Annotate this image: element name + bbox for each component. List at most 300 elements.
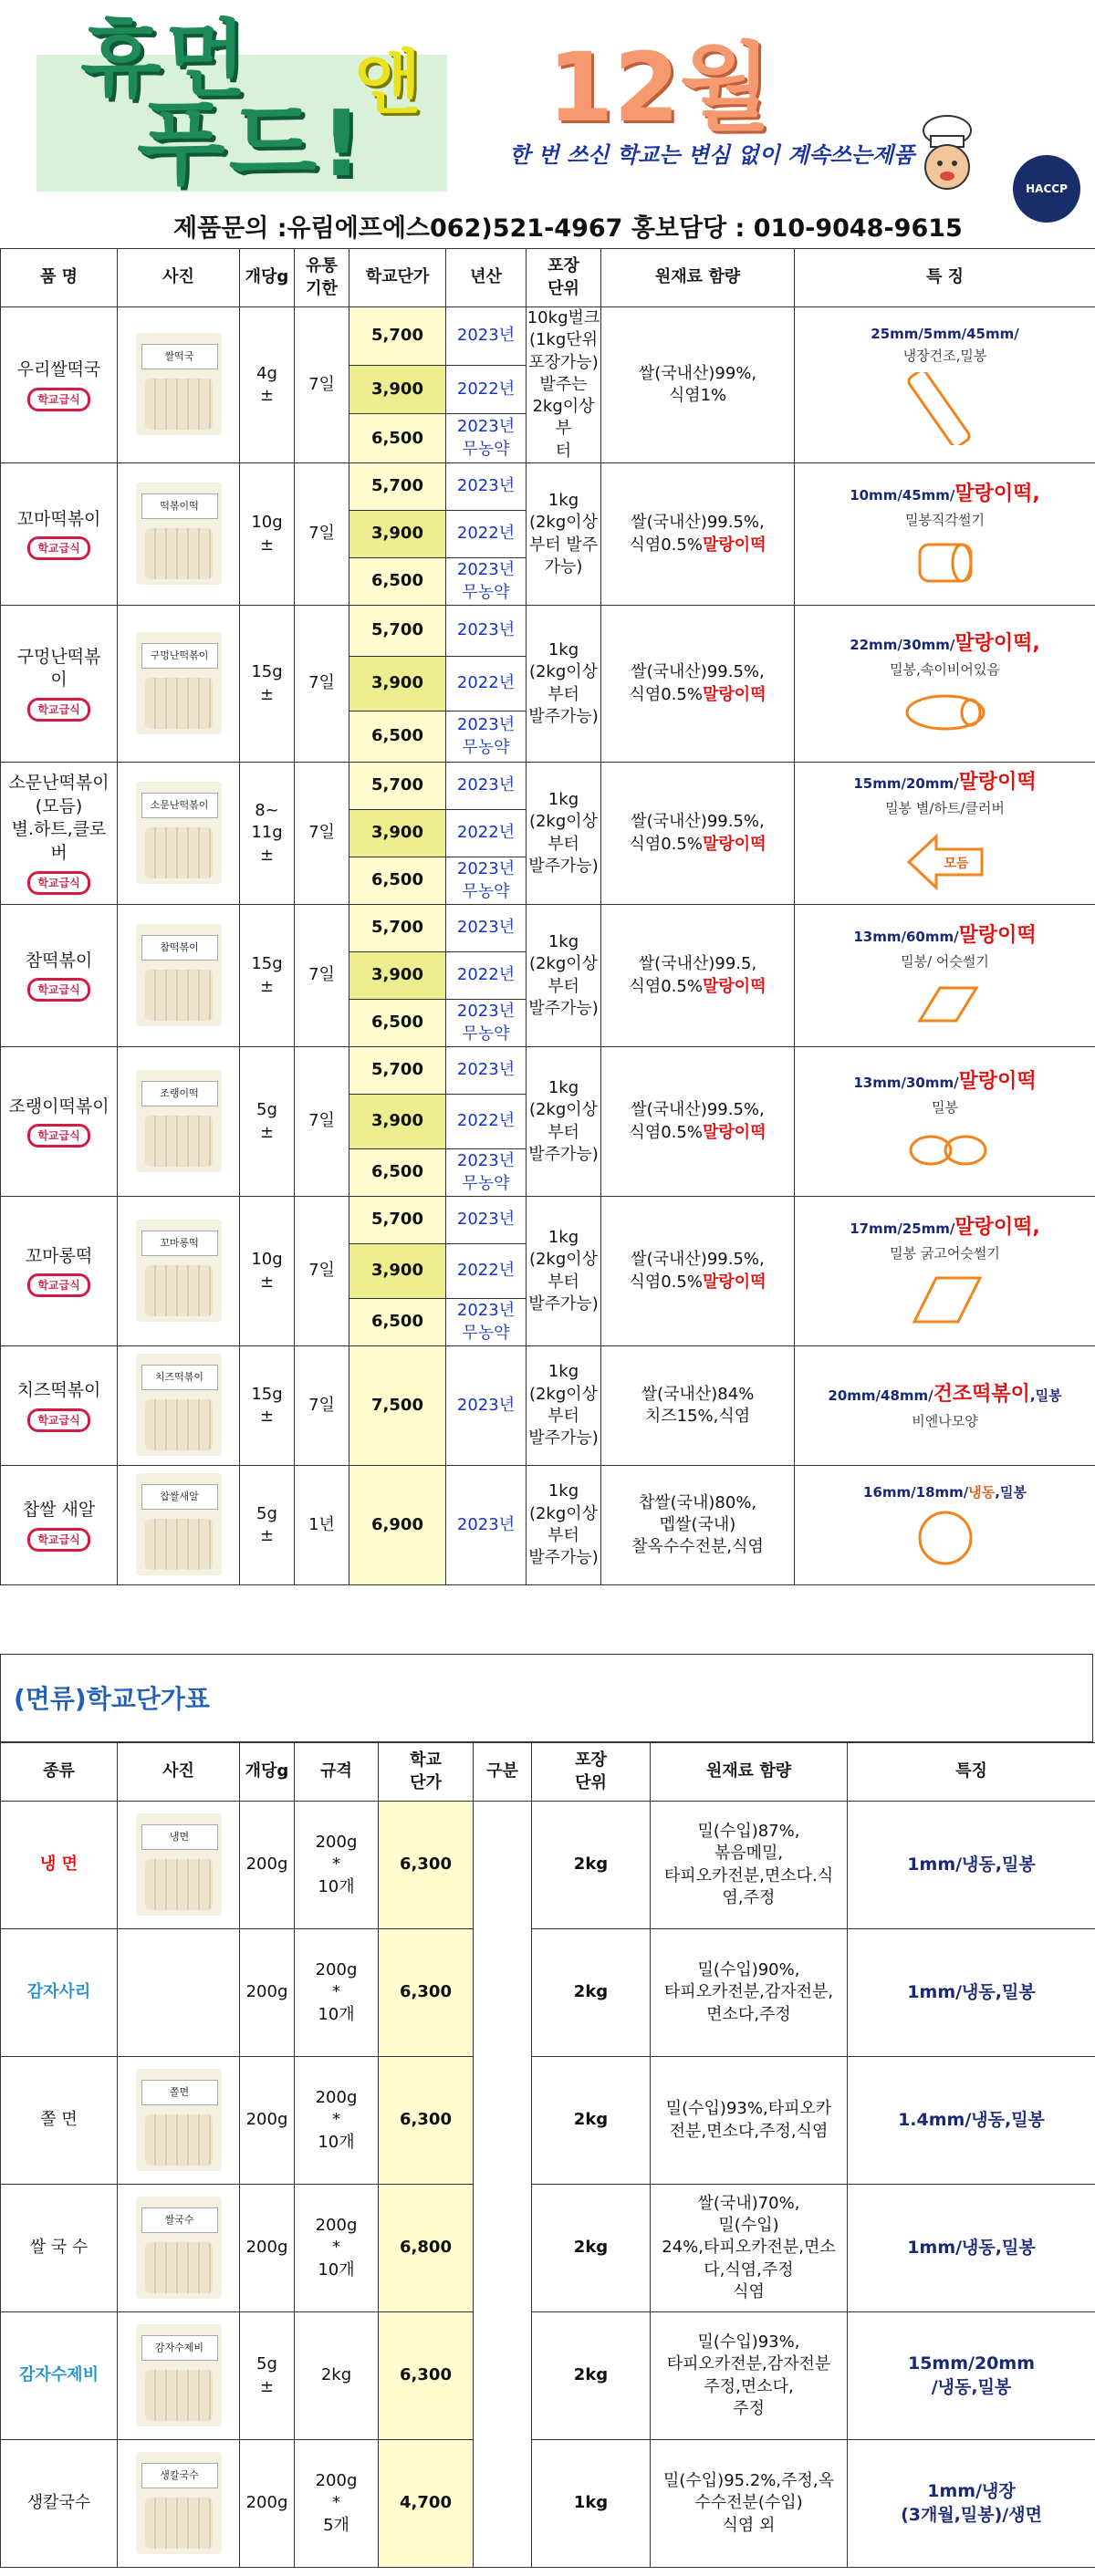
package-label: 구멍난떡볶이 [141,643,218,669]
price-cell: 3,900 [349,511,446,558]
table-row [1,1929,1095,2057]
feature-detail: 비엔나모양 [912,1412,978,1429]
ingredients-cell [601,763,795,905]
school-meal-badge: 학교급식 [27,1408,89,1432]
feature-line [795,1381,1095,1408]
harvest-year-cell: 2022년 [446,511,527,558]
harvest-year-cell: 2023년 [446,905,527,952]
noodle-name-cell: 감자사리 [1,1929,118,2057]
price-cell: 5,700 [349,307,446,366]
school-meal-badge: 학교급식 [27,388,89,411]
package-label: 쫄면 [141,2080,218,2105]
weight-cell: 10g ± [240,1197,295,1346]
product-name: 꼬마떡볶이 [16,508,101,529]
feature-cell: 1mm/냉동,밀봉 [848,2185,1095,2312]
feature-line [795,325,1095,343]
column-header: 특 징 [795,249,1095,307]
harvest-year-cell: 2023년 [446,1197,527,1244]
feature-cell [795,1047,1095,1197]
shape-diagram-icon [881,687,1009,738]
rice-cake-contents [145,1116,213,1167]
price-cell: 6,300 [379,2057,474,2185]
product-photo-cell [118,1047,240,1197]
school-meal-badge: 학교급식 [27,698,89,722]
package-unit-cell: 1kg (2kg이상 부터 발주가능) [527,1466,601,1585]
product-name-cell [1,763,118,905]
rice-cake-price-table [0,248,1095,1585]
product-photo-cell [118,1466,240,1585]
product-name-cell [1,1047,118,1197]
shape-diagram-icon [881,979,1009,1030]
slogan: 한 번 쓰신 학교는 변심 없이 계속쓰는제품 [509,142,915,168]
feature-line [795,1483,1095,1501]
noodle-photo [125,2317,233,2436]
feature-detail: 밀봉/ 어슷썰기 [901,953,989,971]
product-name: 찹쌀 새알 [22,1500,96,1521]
soft-rice-cake-note: 말랑이떡 [702,1272,766,1292]
column-header: 개당g [240,1743,295,1802]
product-photo-cell [118,1346,240,1466]
harvest-year-cell: 2022년 [446,952,527,1000]
ingredients-text: 쌀(국내산)84% 치즈15%,식염 [641,1384,755,1427]
product-photo-cell [118,606,240,763]
feature-highlight: 말랑이떡, [954,482,1040,505]
feature-size: 17mm/25mm/ [850,1220,955,1237]
product-photo [125,774,233,893]
noodle-name-cell: 생칼국수 [1,2440,118,2568]
soft-rice-cake-note: 말랑이떡 [702,976,766,996]
package-label: 조랭이떡 [141,1081,218,1106]
product-name: 치즈떡볶이 [16,1380,101,1401]
weight-cell: 15g ± [240,1346,295,1466]
product-name: 참떡볶이 [25,950,93,971]
product-name: 조랭이떡볶이 [8,1096,110,1117]
harvest-year-cell: 2023년 무농약 [446,414,527,463]
shelf-life-cell: 7일 [295,463,349,606]
price-cell: 6,500 [349,558,446,606]
rice-cake-contents [145,379,213,430]
price-cell: 6,300 [379,2312,474,2440]
column-header: 유통 기한 [295,249,349,307]
column-header: 원재료 함량 [651,1743,848,1802]
weight-cell: 200g [240,1802,295,1929]
price-cell: 3,900 [349,365,446,414]
feature-cell [795,1346,1095,1466]
column-header: 포장 단위 [527,249,601,307]
price-cell: 6,300 [379,1929,474,2057]
weight-cell: 4g ± [240,307,295,463]
school-meal-badge: 학교급식 [27,536,89,560]
rice-cake-contents [145,2114,213,2166]
weight-cell: 200g [240,1929,295,2057]
feature-detail: 밀봉,속이비어있음 [890,661,1000,679]
school-meal-badge: 학교급식 [27,1528,89,1552]
column-header: 사진 [118,249,240,307]
feature-size: 25mm/5mm/45mm/ [871,325,1019,342]
ingredients-cell [601,463,795,606]
soft-rice-cake-note: 말랑이떡 [702,535,766,555]
package-unit-cell: 2kg [532,2312,651,2440]
column-header: 품 명 [1,249,118,307]
shelf-life-cell: 7일 [295,307,349,463]
package-unit-cell: 1kg (2kg이상 부터 발주가능) [527,1047,601,1197]
price-cell: 5,700 [349,1197,446,1244]
ingredients-text: 쌀(국내산)99.5%, 식염0.5% [629,1250,765,1292]
ingredients-cell [601,307,795,463]
rice-cake-contents [145,528,213,579]
product-name: 우리쌀떡국 [16,359,101,380]
product-name: 소문난떡볶이 (모듬) 별.하트,클로 버 [8,773,110,864]
shape-diagram-icon [881,1509,1009,1567]
spec-cell: 200g * 10개 [295,1802,379,1929]
product-photo [125,1212,233,1331]
table-row [1,463,1095,511]
weight-cell: 200g [240,2057,295,2185]
price-cell: 3,900 [349,657,446,712]
price-cell: 6,900 [349,1466,446,1585]
harvest-year-cell: 2023년 [446,606,527,657]
rice-cake-contents [145,970,213,1021]
product-name-cell [1,463,118,606]
feature-size: 20mm/48mm/ [828,1387,933,1405]
feature-cell [795,606,1095,763]
column-header: 특징 [848,1743,1095,1802]
package-label: 치즈떡볶이 [141,1365,218,1390]
ingredients-cell [601,1197,795,1346]
feature-line [795,630,1095,658]
table-row [1,905,1095,952]
logo-text-food: 푸드! [137,90,366,197]
feature-frozen: 냉동 [968,1483,996,1501]
feature-line [795,922,1095,950]
noodle-photo [125,2062,233,2180]
weight-cell: 5g ± [240,1047,295,1197]
price-cell: 5,700 [349,763,446,810]
rice-cake-contents [145,1399,213,1450]
rice-cake-contents [145,2370,213,2421]
ingredients-text: 쌀(국내산)99.5%, 식염0.5% [629,662,765,704]
price-cell: 6,800 [379,2185,474,2312]
feature-line [795,481,1095,508]
ingredients-text: 찹쌀(국내)80%, 멥쌀(국내) 찰옥수수전분,식염 [631,1492,764,1557]
school-meal-badge: 학교급식 [27,1124,89,1148]
haccp-seal-icon: HACCP [1013,155,1080,223]
weight-cell: 15g ± [240,606,295,763]
noodle-price-table [0,1742,1095,2568]
noodle-name-cell: 쫄 면 [1,2057,118,2185]
feature-size: 15mm/20mm/ [853,774,959,792]
feature-cell: 1mm/냉장 (3개월,밀봉)/생면 [848,2440,1095,2568]
column-header: 포장 단위 [532,1743,651,1802]
feature-highlight: 건조떡볶이 [933,1383,1030,1407]
product-photo-cell [118,463,240,606]
package-unit-cell: 10kg벌크 (1kg단위 포장가능) 발주는 2kg이상부 터 [527,307,601,463]
shelf-life-cell: 7일 [295,1047,349,1197]
feature-cell: 1mm/냉동,밀봉 [848,1929,1095,2057]
shape-diagram-icon [881,826,1009,898]
spec-cell: 200g * 10개 [295,2057,379,2185]
table-row [1,2185,1095,2312]
column-header: 규격 [295,1743,379,1802]
feature-highlight: 말랑이떡 [958,923,1037,947]
noodle-photo-cell [118,2057,240,2185]
noodle-name-cell: 냉 면 [1,1802,118,1929]
product-photo-cell [118,1197,240,1346]
ingredients-cell: 밀(수입)93%, 타피오카전분,감자전분 주정,면소다, 주정 [651,2312,848,2440]
price-cell: 7,500 [349,1346,446,1466]
ingredients-text: 쌀(국내산)99.5%, 식염0.5% [629,513,765,555]
feature-line [795,769,1095,796]
price-cell: 6,500 [349,1149,446,1197]
harvest-year-cell: 2023년 [446,1047,527,1095]
harvest-year-cell: 2023년 무농약 [446,857,527,905]
table-row [1,606,1095,657]
shelf-life-cell: 7일 [295,606,349,763]
contact-info: 제품문의 :유림에프에스062)521-4967 홍보담당 : 010-9048-9615 [173,214,963,243]
shape-diagram-icon [881,1271,1009,1329]
soft-rice-cake-note: 말랑이떡 [702,834,766,854]
package-unit-cell: 2kg [532,1802,651,1929]
price-cell: 5,700 [349,606,446,657]
table-row [1,1346,1095,1466]
noodle-photo-cell [118,1802,240,1929]
package-unit-cell: 1kg (2kg이상 부터 발주 가능) [527,463,601,606]
feature-detail: 냉장건조,밀봉 [902,348,987,365]
package-label: 냉면 [141,1824,218,1850]
weight-cell: 8~ 11g ± [240,763,295,905]
ingredients-cell [601,1466,795,1585]
product-photo [125,326,233,444]
weight-cell: 5g ± [240,2312,295,2440]
ingredients-cell: 밀(수입)95.2%,주정,옥 수수전분(수입) 식염 외 [651,2440,848,2568]
noodle-photo-cell [118,2312,240,2440]
package-unit-cell: 1kg (2kg이상 부터 발주가능) [527,905,601,1047]
price-cell: 3,900 [349,952,446,1000]
table-row [1,2057,1095,2185]
noodle-photo-cell [118,1929,240,2057]
shape-diagram-icon [881,372,1009,445]
feature-tail: ,밀봉 [1029,1387,1062,1405]
ingredients-cell [601,905,795,1047]
column-header: 학교단가 [349,249,446,307]
package-label: 찹쌀새알 [141,1484,218,1510]
noodle-name-cell: 쌀 국 수 [1,2185,118,2312]
feature-highlight: 말랑이떡, [954,631,1040,655]
product-photo [125,917,233,1035]
shelf-life-cell: 7일 [295,905,349,1047]
noodle-name-cell: 감자수제비 [1,2312,118,2440]
spec-cell: 200g * 10개 [295,2185,379,2312]
feature-highlight: 말랑이떡, [954,1215,1040,1239]
shape-diagram-icon [881,537,1009,588]
feature-detail: 밀봉 [932,1099,958,1117]
weight-cell: 5g ± [240,1466,295,1585]
product-name-cell [1,606,118,763]
product-photo [125,1346,233,1465]
product-photo-cell [118,307,240,463]
product-name: 구멍난떡볶 이 [16,646,101,691]
feature-detail: 밀봉 별/하트/클러버 [885,800,1005,817]
feature-size: 10mm/45mm/ [850,486,955,504]
package-unit-cell: 1kg [532,2440,651,2568]
feature-cell [795,1466,1095,1585]
package-unit-cell: 2kg [532,2057,651,2185]
shape-label: 모듬 [943,856,969,871]
ingredients-cell: 밀(수입)93%,타피오카 전분,면소다,주정,식염 [651,2057,848,2185]
feature-size: 13mm/30mm/ [853,1074,959,1091]
shelf-life-cell: 7일 [295,1197,349,1346]
column-header: 사진 [118,1743,240,1802]
product-name-cell [1,1346,118,1466]
harvest-year-cell: 2022년 [446,1095,527,1149]
noodle-photo [125,2189,233,2308]
feature-size: 16mm/18mm/ [863,1483,969,1501]
category-cell [474,1802,532,2568]
rice-cake-contents [145,1519,213,1570]
feature-tail: ,밀봉 [995,1483,1027,1501]
noodle-photo [125,2445,233,2563]
feature-cell [795,905,1095,1047]
product-photo-cell [118,905,240,1047]
harvest-year-cell: 2023년 무농약 [446,712,527,763]
package-label: 떡볶이떡 [141,493,218,519]
month-title: 12월 [548,32,772,143]
harvest-year-cell: 2022년 [446,1244,527,1299]
ingredients-cell: 밀(수입)90%, 타피오카전분,감자전분, 면소다,주정 [651,1929,848,2057]
product-photo [125,1466,233,1584]
harvest-year-cell: 2023년 무농약 [446,1000,527,1047]
table-row [1,2440,1095,2568]
feature-line [795,1068,1095,1096]
price-cell: 3,900 [349,1095,446,1149]
feature-size: 22mm/30mm/ [850,636,955,653]
package-unit-cell: 1kg (2kg이상 부터 발주가능) [527,606,601,763]
price-cell: 3,900 [349,810,446,857]
harvest-year-cell: 2023년 [446,1466,527,1585]
product-photo [125,625,233,743]
harvest-year-cell: 2023년 [446,463,527,511]
package-unit-cell: 1kg (2kg이상 부터 발주가능) [527,1197,601,1346]
weight-cell: 10g ± [240,463,295,606]
column-header: 구분 [474,1743,532,1802]
table-row [1,1047,1095,1095]
soft-rice-cake-note: 말랑이떡 [702,684,766,704]
price-cell: 6,500 [349,857,446,905]
rice-cake-contents [145,678,213,729]
ingredients-text: 쌀(국내산)99%, 식염1% [638,363,757,406]
weight-cell: 15g ± [240,905,295,1047]
column-header: 원재료 함량 [601,249,795,307]
package-label: 쌀국수 [141,2207,218,2233]
table-row [1,307,1095,366]
school-meal-badge: 학교급식 [27,871,89,895]
ingredients-cell [601,1346,795,1466]
product-name-cell [1,1466,118,1585]
feature-detail: 밀봉직각썰기 [905,512,985,529]
package-unit-cell: 1kg (2kg이상 부터 발주가능) [527,763,601,905]
feature-line [795,1214,1095,1241]
harvest-year-cell: 2023년 무농약 [446,558,527,606]
product-photo [125,1063,233,1181]
header [0,0,1095,246]
harvest-year-cell: 2023년 [446,307,527,366]
package-label: 쌀떡국 [141,344,218,369]
feature-cell: 1.4mm/냉동,밀봉 [848,2057,1095,2185]
product-name-cell [1,1197,118,1346]
column-header: 종류 [1,1743,118,1802]
shelf-life-cell: 7일 [295,1346,349,1466]
ingredients-text: 쌀(국내산)99.5, 식염0.5% [629,954,757,996]
table-row [1,1466,1095,1585]
harvest-year-cell: 2022년 [446,365,527,414]
logo-text-human: 휴먼 [80,11,250,109]
ingredients-text: 쌀(국내산)99.5%, 식염0.5% [629,812,765,854]
package-label: 생칼국수 [141,2463,218,2488]
harvest-year-cell: 2022년 [446,657,527,712]
harvest-year-cell: 2023년 무농약 [446,1299,527,1346]
price-cell: 6,500 [349,1299,446,1346]
price-cell: 6,500 [349,712,446,763]
logo-text-and: 앤 [354,42,422,123]
table-row [1,2312,1095,2440]
feature-highlight: 말랑이떡 [958,1069,1037,1093]
price-cell: 6,500 [349,1000,446,1047]
price-cell: 5,700 [349,463,446,511]
school-meal-badge: 학교급식 [27,1273,89,1297]
weight-cell: 200g [240,2440,295,2568]
rice-cake-contents [145,1265,213,1316]
product-name-cell [1,307,118,463]
product-name-cell [1,905,118,1047]
shape-diagram-icon [881,1125,1009,1176]
chef-mascot-icon [912,114,982,192]
package-unit-cell: 2kg [532,1929,651,2057]
price-cell: 6,300 [379,1802,474,1929]
package-label: 감자수제비 [141,2335,218,2361]
table-row [1,1802,1095,1929]
school-meal-badge: 학교급식 [27,978,89,1002]
shelf-life-cell: 7일 [295,763,349,905]
feature-size: 13mm/60mm/ [853,928,959,945]
package-label: 참떡볶이 [141,935,218,961]
harvest-year-cell: 2023년 [446,763,527,810]
feature-cell [795,307,1095,463]
feature-cell: 1mm/냉동,밀봉 [848,1802,1095,1929]
package-unit-cell: 2kg [532,2185,651,2312]
noodle-photo [125,1806,233,1925]
ingredients-cell: 밀(수입)87%, 볶음메밀, 타피오카전분,면소다.식 염,주정 [651,1802,848,1929]
spec-cell: 2kg [295,2312,379,2440]
column-header: 년산 [446,249,527,307]
product-photo-cell [118,763,240,905]
feature-cell [795,763,1095,905]
spec-cell: 200g * 10개 [295,1929,379,2057]
table-row [1,763,1095,810]
rice-cake-contents [145,2498,213,2549]
noodle-photo-cell [118,2440,240,2568]
column-header: 개당g [240,249,295,307]
rice-cake-contents [145,1859,213,1910]
package-label: 꼬마롱떡 [141,1231,218,1256]
ingredients-cell [601,1047,795,1197]
feature-detail: 밀봉 굵고어슷썰기 [890,1245,1000,1262]
feature-cell [795,463,1095,606]
package-unit-cell: 1kg (2kg이상 부터 발주가능) [527,1346,601,1466]
column-header: 학교 단가 [379,1743,474,1802]
spec-cell: 200g * 5개 [295,2440,379,2568]
rice-cake-contents [145,827,213,878]
feature-cell [795,1197,1095,1346]
